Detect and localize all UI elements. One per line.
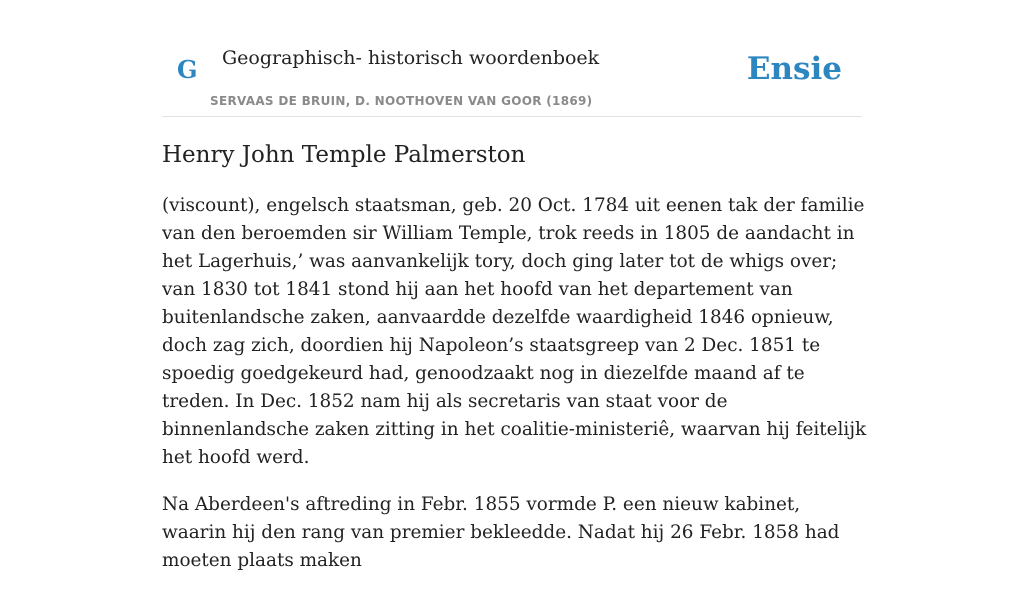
book-author: SERVAAS DE BRUIN, D. NOOTHOVEN VAN GOOR (1869)	[210, 94, 593, 108]
book-title-link[interactable]: Geographisch- historisch woordenboek	[222, 47, 600, 69]
entry-title: Henry John Temple Palmerston	[162, 142, 526, 168]
entry-paragraph-1: (viscount), engelsch staatsman, geb. 20 Oct. 1784 uit eenen tak der familie van den beroemden sir William Temple, trok reeds in 1805 de aandacht in het Lagerhuis,’ was aanvankelijk tory, doch ging later tot de whigs over; van 1830 tot 1841 stond hij aan het hoofd van het departement van buitenlandsche zaken, aanvaardde dezelfde waardigheid 1846 opnieuw, doch zag zich, doordien hij Napoleon’s staatsgreep van 2 Dec. 1851 te spoedig goedgekeurd had, genoodzaakt nog in diezelfde maand af te treden. In Dec. 1852 nam hij als secretaris van staat voor de binnenlandsche zaken zitting in het coalitie-ministeriê, waarvan hij feitelijk het hoofd werd.	[162, 195, 867, 468]
book-logo-icon[interactable]: G	[177, 55, 198, 84]
header	[162, 0, 862, 117]
entry-paragraph-2: Na Aberdeen's aftreding in Febr. 1855 vormde P. een nieuw kabinet, waarin hij den rang van premier bekleedde. Nadat hij 26 Febr. 1858 had moeten plaats maken	[162, 494, 840, 571]
entry-body	[162, 192, 868, 594]
ensie-logo-link[interactable]: Ensie	[746, 51, 842, 87]
